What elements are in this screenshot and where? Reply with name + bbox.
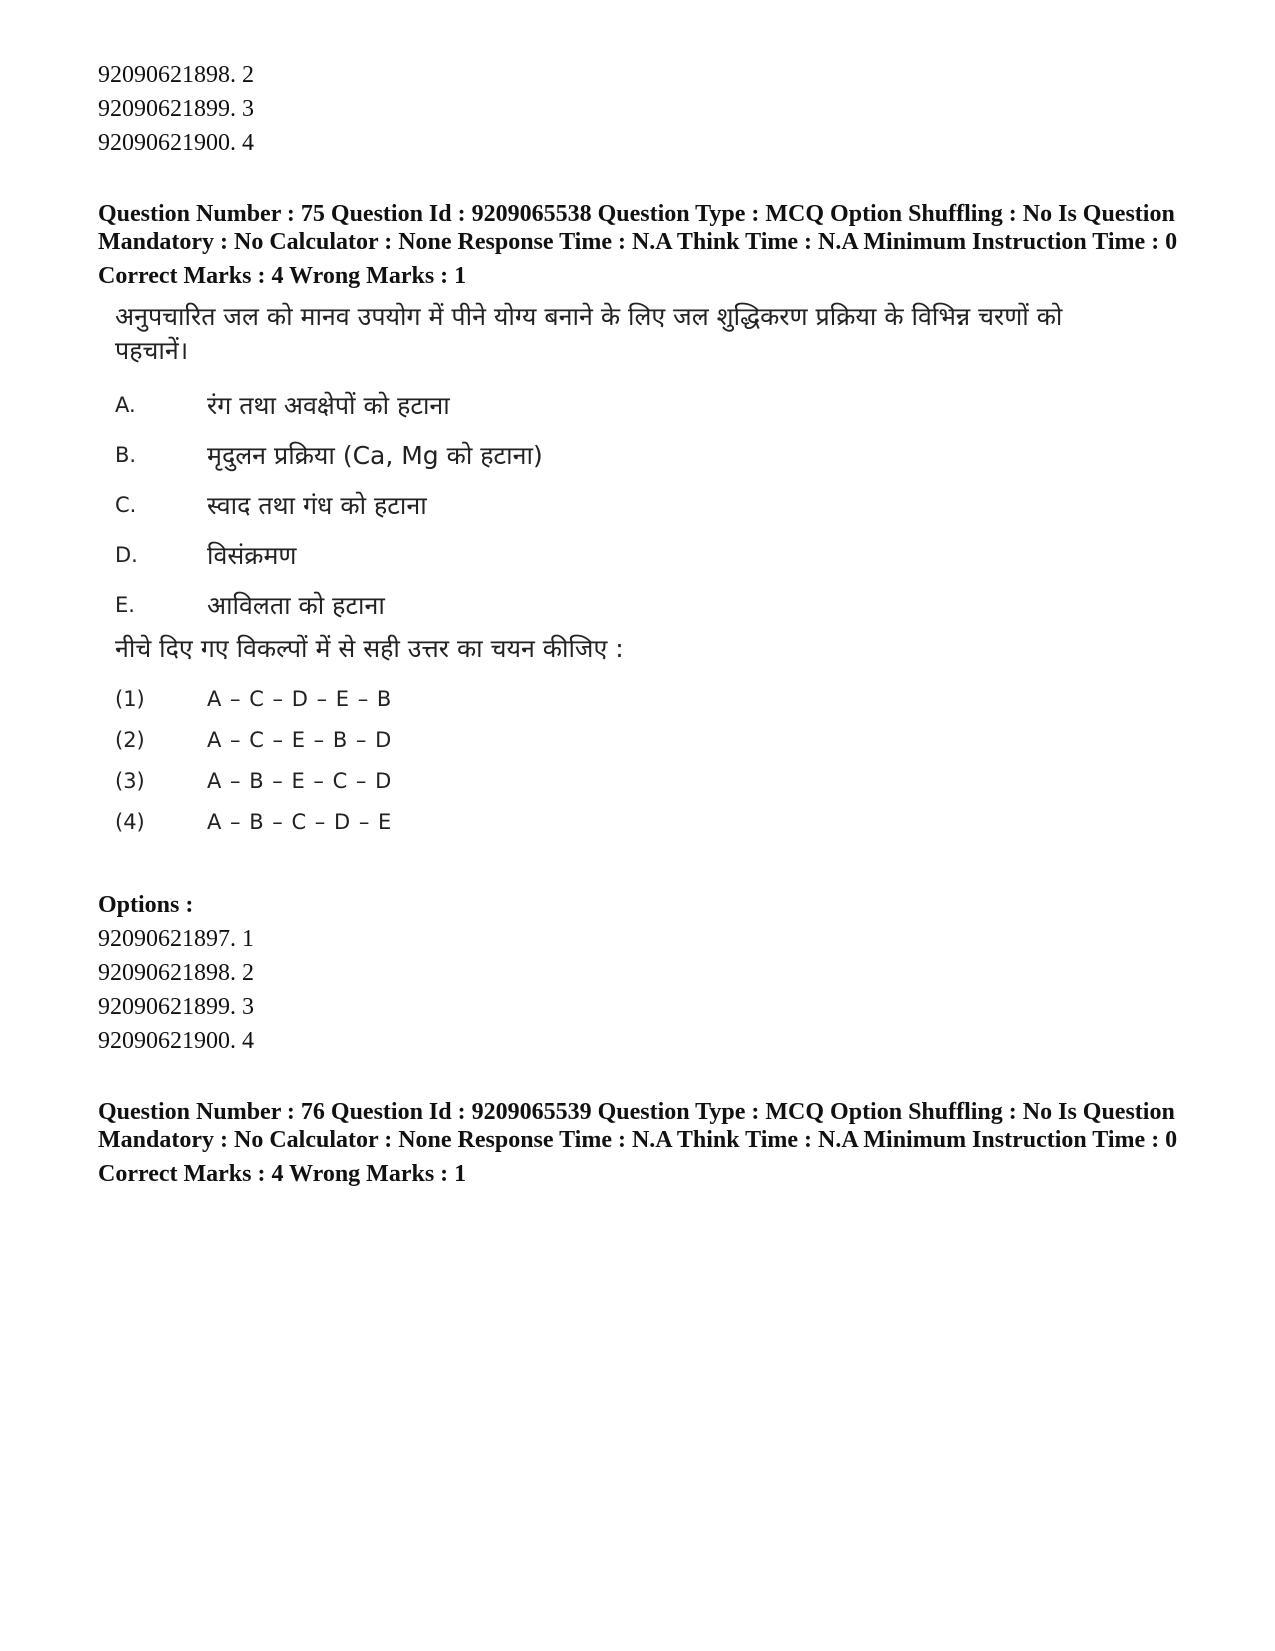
question-header: Question Number : 75 Question Id : 9209065538 Question Type : MCQ Option Shuffling : No Is Question Mandatory : No Calculator : None Response Time : N.A Think Time : N.A Minimum Instruction Time : 0 bbox=[98, 201, 1178, 255]
question-76 bbox=[98, 1098, 1188, 1188]
item-text: मृदुलन प्रक्रिया (Ca, Mg को हटाना) bbox=[207, 441, 543, 470]
option-line: 92090621899. 3 bbox=[98, 96, 254, 122]
question-body bbox=[115, 300, 1115, 842]
list-item bbox=[115, 530, 1115, 580]
option-line: 92090621897. 1 bbox=[98, 926, 254, 952]
option-line: 92090621900. 4 bbox=[98, 1028, 254, 1054]
list-item bbox=[115, 430, 1115, 480]
item-label: A. bbox=[115, 393, 136, 417]
item-label: E. bbox=[115, 593, 135, 617]
option-line: 92090621898. 2 bbox=[98, 62, 254, 88]
previous-options-list bbox=[98, 58, 1188, 160]
list-item bbox=[115, 380, 1115, 430]
option-line: 92090621898. 2 bbox=[98, 960, 254, 986]
item-text: रंग तथा अवक्षेपों को हटाना bbox=[207, 391, 450, 420]
list-item bbox=[115, 480, 1115, 530]
choice-item bbox=[115, 801, 1115, 842]
choice-item bbox=[115, 719, 1115, 760]
question-marks: Correct Marks : 4 Wrong Marks : 1 bbox=[98, 263, 467, 289]
item-text: स्वाद तथा गंध को हटाना bbox=[207, 491, 427, 520]
item-label: C. bbox=[115, 493, 137, 517]
question-instruction: नीचे दिए गए विकल्पों में से सही उत्तर का चयन कीजिए : bbox=[115, 634, 624, 663]
choice-label: (1) bbox=[115, 686, 145, 711]
choice-label: (4) bbox=[115, 809, 145, 834]
option-line: 92090621900. 4 bbox=[98, 130, 254, 156]
question-marks: Correct Marks : 4 Wrong Marks : 1 bbox=[98, 1161, 467, 1187]
options-title: Options : bbox=[98, 892, 194, 918]
choice-text: A – B – E – C – D bbox=[207, 768, 393, 793]
item-text: विसंक्रमण bbox=[207, 541, 297, 570]
choice-item bbox=[115, 760, 1115, 801]
options-list bbox=[98, 922, 1188, 1058]
choice-text: A – C – E – B – D bbox=[207, 727, 393, 752]
choice-label: (2) bbox=[115, 727, 145, 752]
choice-text: A – B – C – D – E bbox=[207, 809, 393, 834]
item-label: D. bbox=[115, 543, 138, 567]
item-label: B. bbox=[115, 443, 137, 467]
question-stem: अनुपचारित जल को मानव उपयोग में पीने योग्य बनाने के लिए जल शुद्धिकरण प्रक्रिया के विभिन्न चरणों को पहचानें। bbox=[115, 302, 1063, 365]
question-header: Question Number : 76 Question Id : 9209065539 Question Type : MCQ Option Shuffling : No Is Question Mandatory : No Calculator : None Response Time : N.A Think Time : N.A Minimum Instruction Time : 0 bbox=[98, 1099, 1178, 1153]
choice-text: A – C – D – E – B bbox=[207, 686, 393, 711]
option-line: 92090621899. 3 bbox=[98, 994, 254, 1020]
list-item bbox=[115, 580, 1115, 630]
question-75 bbox=[98, 200, 1188, 1058]
document-page bbox=[98, 58, 1188, 1188]
item-text: आविलता को हटाना bbox=[207, 591, 385, 620]
choice-label: (3) bbox=[115, 768, 145, 793]
choice-item bbox=[115, 678, 1115, 719]
